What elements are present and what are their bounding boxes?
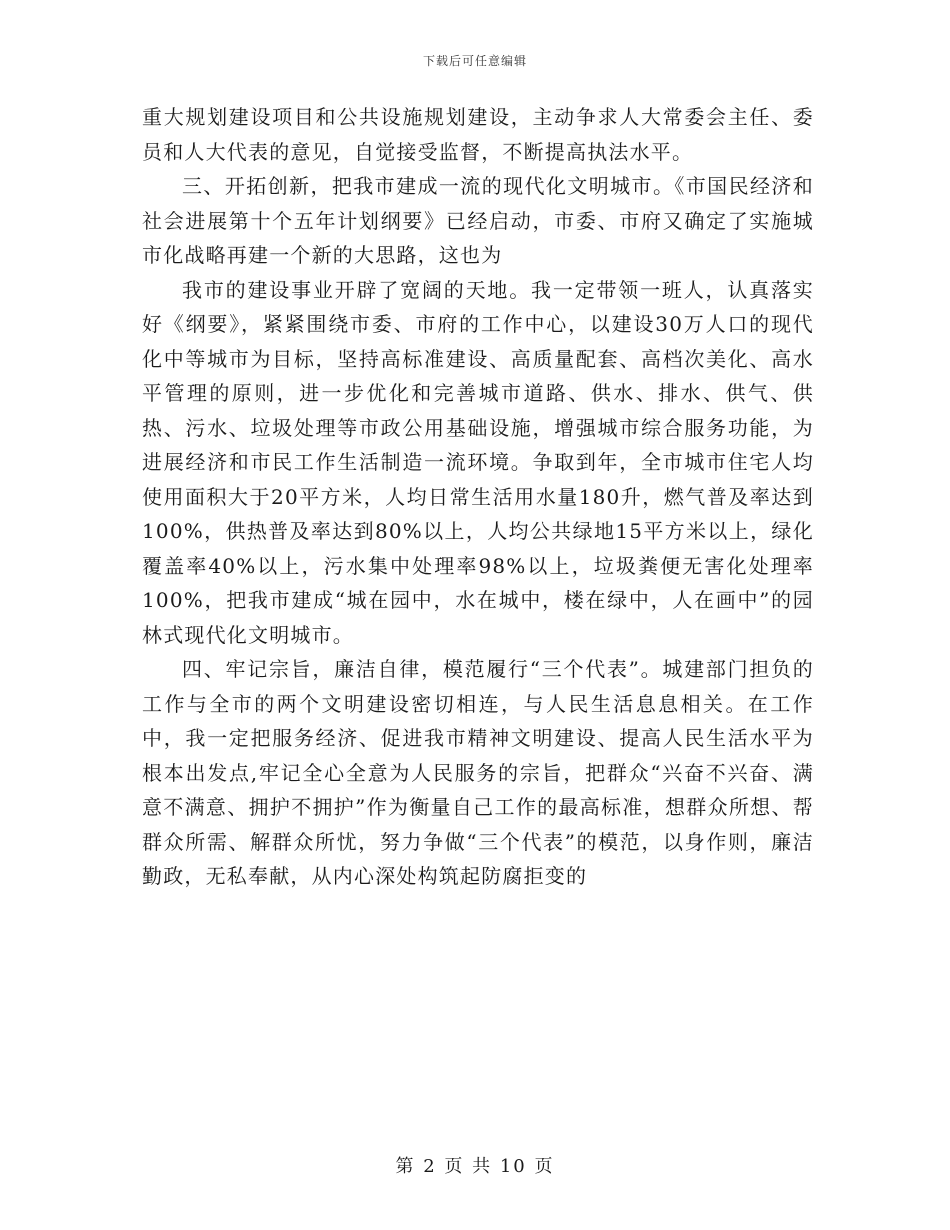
page-number-footer: 第 2 页 共 10 页	[395, 1156, 555, 1177]
paragraph-2: 三、开拓创新，把我市建成一流的现代化文明城市。《市国民经济和社会进展第十个五年计划纲要》已经启动，市委、市府又确定了实施城市化战略再建一个新的大思路，这也为	[142, 174, 814, 267]
paragraph-1: 重大规划建设项目和公共设施规划建设，主动争求人大常委会主任、委员和人大代表的意见，自觉接受监督，不断提高执法水平。	[142, 105, 814, 164]
paragraph-4: 四、牢记宗旨，廉洁自律，模范履行“三个代表”。城建部门担负的工作与全市的两个文明建设密切相连，与人民生活息息相关。在工作中，我一定把服务经济、促进我市精神文明建设、提高人民生活水平为根本出发点,牢记全心全意为人民服务的宗旨，把群众“兴奋不兴奋、满意不满意、拥护不拥护”作为衡量自己工作的最高标准，想群众所想、帮群众所需、解群众所忧，努力争做“三个代表”的模范，以身作则，廉洁勤政，无私奉献，从内心深处构筑起防腐拒变的	[142, 657, 814, 888]
document-body	[142, 100, 814, 894]
page-header: 下载后可任意编辑	[422, 54, 527, 68]
paragraph-3: 我市的建设事业开辟了宽阔的天地。我一定带领一班人，认真落实好《纲要》，紧紧围绕市委、市府的工作中心，以建设30万人口的现代化中等城市为目标，坚持高标准建设、高质量配套、高档次美化、高水平管理的原则，进一步优化和完善城市道路、供水、排水、供气、供热、污水、垃圾处理等市政公用基础设施，增强城市综合服务功能，为进展经济和市民工作生活制造一流环境。争取到年，全市城市住宅人均使用面积大于20平方米，人均日常生活用水量180升，燃气普及率达到100%，供热普及率达到80%以上，人均公共绿地15平方米以上，绿化覆盖率40%以上，污水集中处理率98%以上，垃圾粪便无害化处理率100%，把我市建成“城在园中，水在城中，楼在绿中，人在画中”的园林式现代化文明城市。	[142, 277, 814, 647]
